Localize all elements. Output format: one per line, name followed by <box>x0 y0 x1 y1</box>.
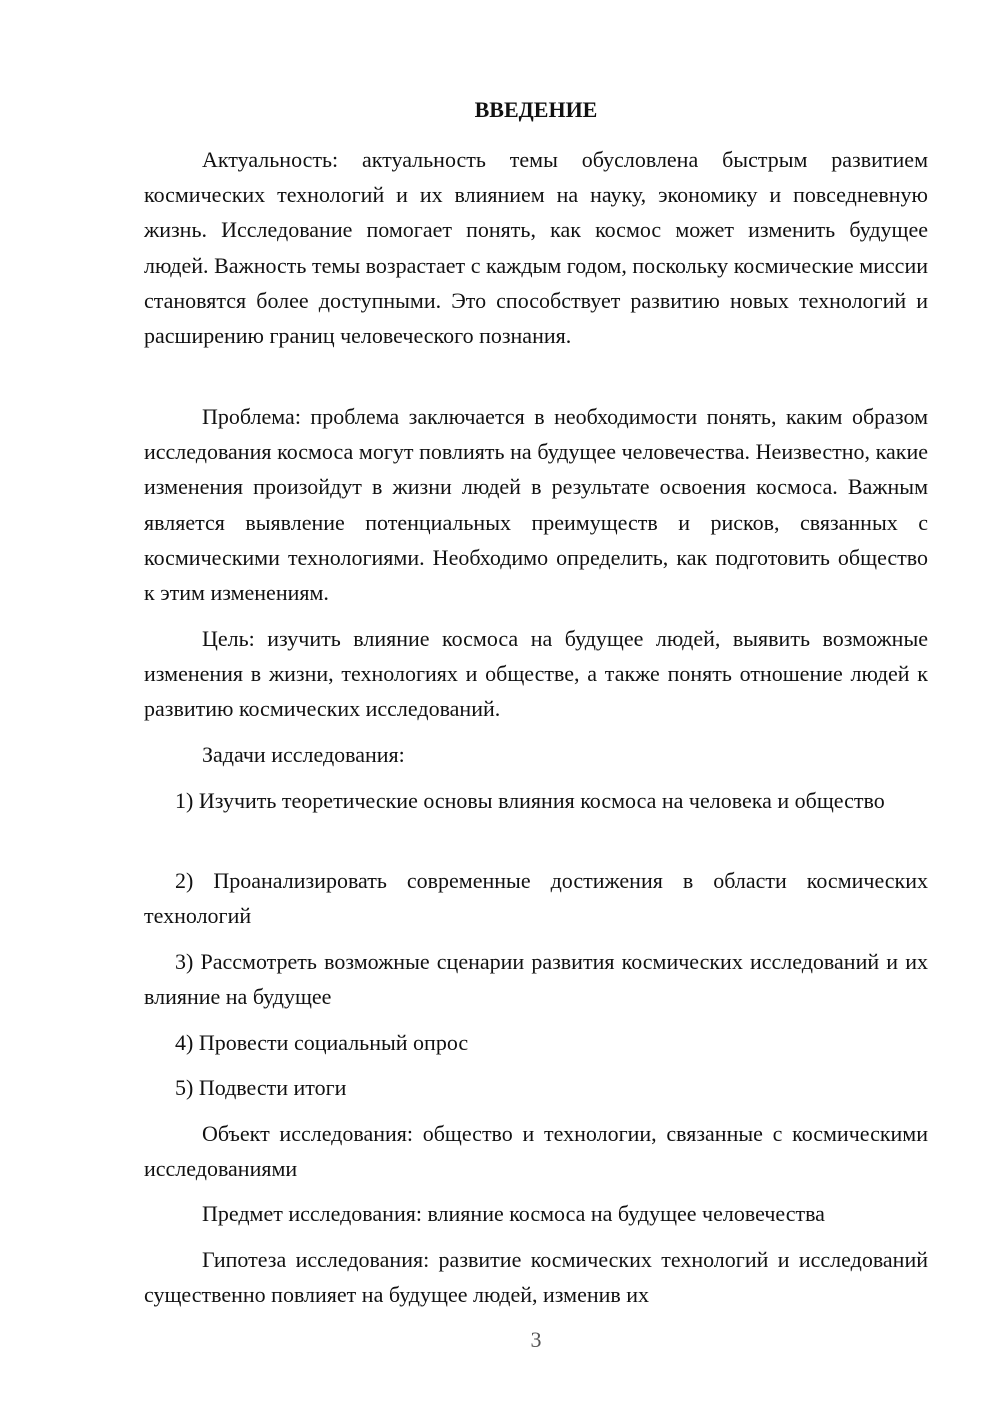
paragraph-relevance: Актуальность: актуальность темы обусловлена быстрым развитием космических технологий и их влиянием на науку, экономику и повседневную жизнь. Исследование помогает понять, как космос может изменить будущее людей. Важность темы возрастает с каждым годом, поскольку космические миссии становятся более доступными. Это способствует развитию новых технологий и расширению границ человеческого познания. <box>144 147 928 349</box>
paragraph-hypothesis: Гипотеза исследования: развитие космических технологий и исследований существенно повлияет на будущее людей, изменив их <box>144 1247 928 1308</box>
page-number: 3 <box>530 1327 542 1352</box>
page-title: ВВЕДЕНИЕ <box>474 97 598 122</box>
paragraph-object: Объект исследования: общество и технологии, связанные с космическими исследованиями <box>144 1121 928 1182</box>
paragraph-problem: Проблема: проблема заключается в необходимости понять, каким образом исследования космоса могут повлиять на будущее человечества. Неизвестно, какие изменения произойдут в жизни людей в результате освоения космоса. Важным является выявление потенциальных преимуществ и рисков, связанных с космическими технологиями. Необходимо определить, как подготовить общество к этим изменениям. <box>144 404 928 606</box>
paragraph-goal: Цель: изучить влияние космоса на будущее людей, выявить возможные изменения в жизни, технологиях и обществе, а также понять отношение людей к развитию космических исследований. <box>144 626 928 722</box>
task-item-5: 5) Подвести итоги <box>175 1075 347 1100</box>
task-item-2: 2) Проанализировать современные достижения в области космических технологий <box>144 868 928 929</box>
paragraph-subject: Предмет исследования: влияние космоса на будущее человечества <box>202 1201 825 1226</box>
task-item-3: 3) Рассмотреть возможные сценарии развития космических исследований и их влияние на будущее <box>144 949 928 1010</box>
task-item-4: 4) Провести социальный опрос <box>175 1030 469 1055</box>
task-item-1: 1) Изучить теоретические основы влияния космоса на человека и общество <box>175 788 885 813</box>
tasks-heading: Задачи исследования: <box>202 742 405 767</box>
